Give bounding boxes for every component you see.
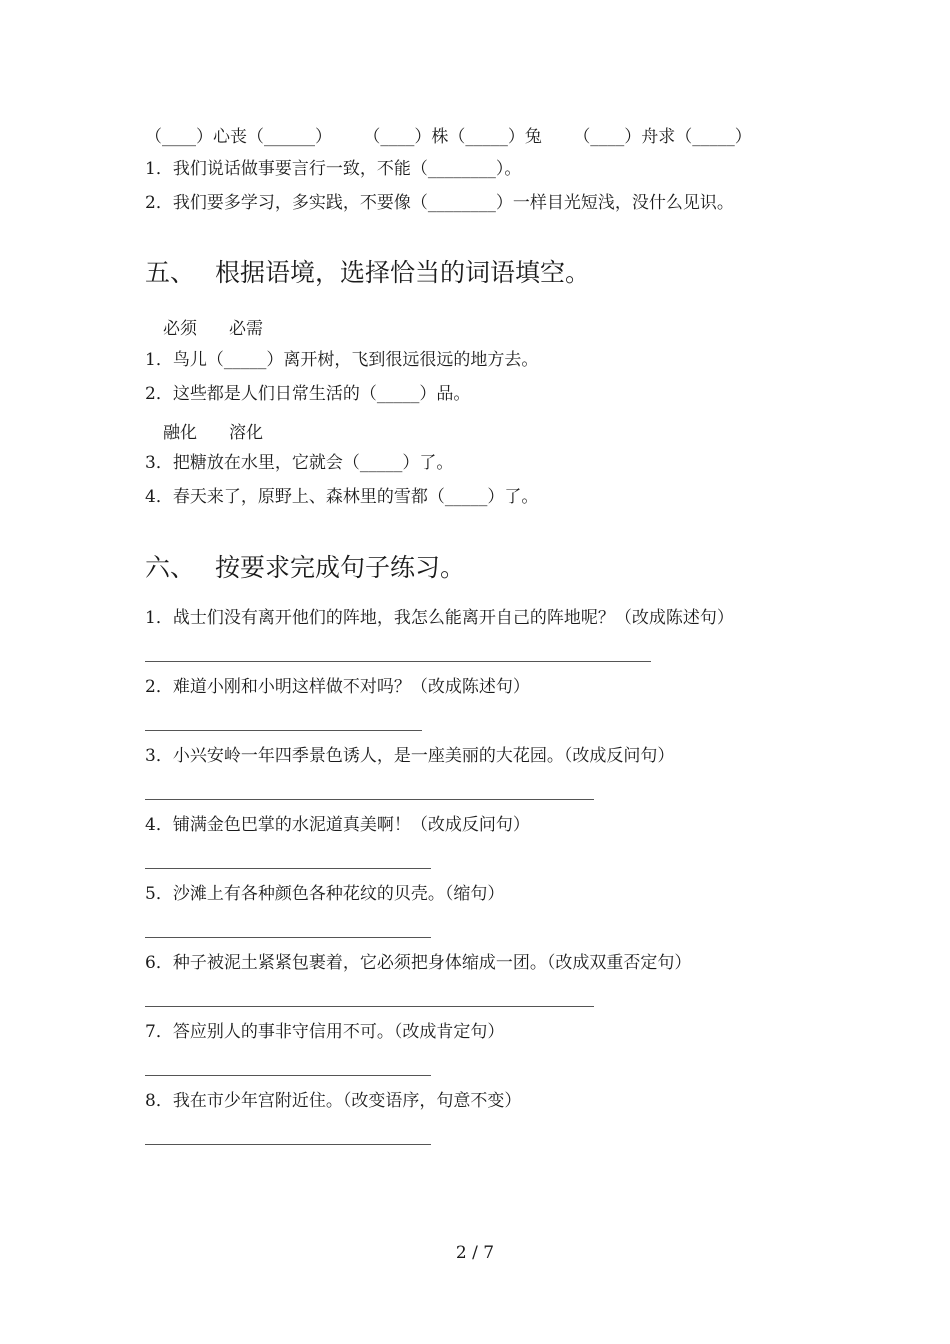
word-pair-2	[163, 418, 295, 443]
idiom-group-1: （____）心丧（______）	[145, 127, 332, 147]
section6-item-7: 7．答应别人的事非守信用不可。（改成肯定句）	[145, 1022, 505, 1042]
page-number: 2 / 7	[455, 1243, 495, 1263]
section6-title: 按要求完成句子练习。	[215, 553, 466, 582]
section6-heading	[145, 553, 465, 583]
section6-item-5: 5．沙滩上有各种颜色各种花纹的贝壳。（缩句）	[145, 884, 505, 904]
section5-item-1: 1．鸟儿（_____）离开树，飞到很远很远的地方去。	[145, 350, 539, 370]
word-option: 溶化	[229, 423, 263, 443]
word-option: 必需	[229, 319, 263, 339]
section5-item-4: 4．春天来了，原野上、森林里的雪都（_____）了。	[145, 487, 539, 507]
word-option: 融化	[163, 423, 197, 443]
section6-item-1: 1．战士们没有离开他们的阵地，我怎么能离开自己的阵地呢？（改成陈述句）	[145, 608, 734, 628]
answer-line-3[interactable]	[145, 799, 594, 800]
section6-item-4: 4．铺满金色巴掌的水泥道真美啊！（改成反问句）	[145, 815, 530, 835]
section6-item-6: 6．种子被泥土紧紧包裹着，它必须把身体缩成一团。（改成双重否定句）	[145, 953, 692, 973]
word-pair-1	[163, 314, 295, 339]
section6-item-2: 2．难道小刚和小明这样做不对吗？（改成陈述句）	[145, 677, 530, 697]
answer-line-2[interactable]	[145, 730, 422, 731]
section5-item-3: 3．把糖放在水里，它就会（_____）了。	[145, 453, 454, 473]
idiom-group-3: （____）舟求（_____）	[573, 127, 752, 147]
section4-item-2: 2．我们要多学习，多实践，不要像（________）一样目光短浅，没什么见识。	[145, 193, 734, 213]
section5-number: 五、	[145, 258, 196, 287]
section6-number: 六、	[145, 553, 196, 582]
section5-heading	[145, 258, 590, 288]
section5-item-2: 2．这些都是人们日常生活的（_____）品。	[145, 384, 471, 404]
answer-line-6[interactable]	[145, 1006, 594, 1007]
section4-item-1: 1．我们说话做事要言行一致，不能（________）。	[145, 159, 522, 179]
answer-line-1[interactable]	[145, 661, 651, 662]
idiom-group-2: （____）株（_____）兔	[363, 127, 542, 147]
answer-line-4[interactable]	[145, 868, 431, 869]
idiom-fill-row	[145, 122, 778, 147]
section6-item-8: 8．我在市少年宫附近住。（改变语序，句意不变）	[145, 1091, 522, 1111]
section6-item-3: 3．小兴安岭一年四季景色诱人，是一座美丽的大花园。（改成反问句）	[145, 746, 675, 766]
section5-title: 根据语境，选择恰当的词语填空。	[215, 258, 591, 287]
answer-line-7[interactable]	[145, 1075, 431, 1076]
word-option: 必须	[163, 319, 197, 339]
answer-line-8[interactable]	[145, 1144, 431, 1145]
answer-line-5[interactable]	[145, 937, 431, 938]
